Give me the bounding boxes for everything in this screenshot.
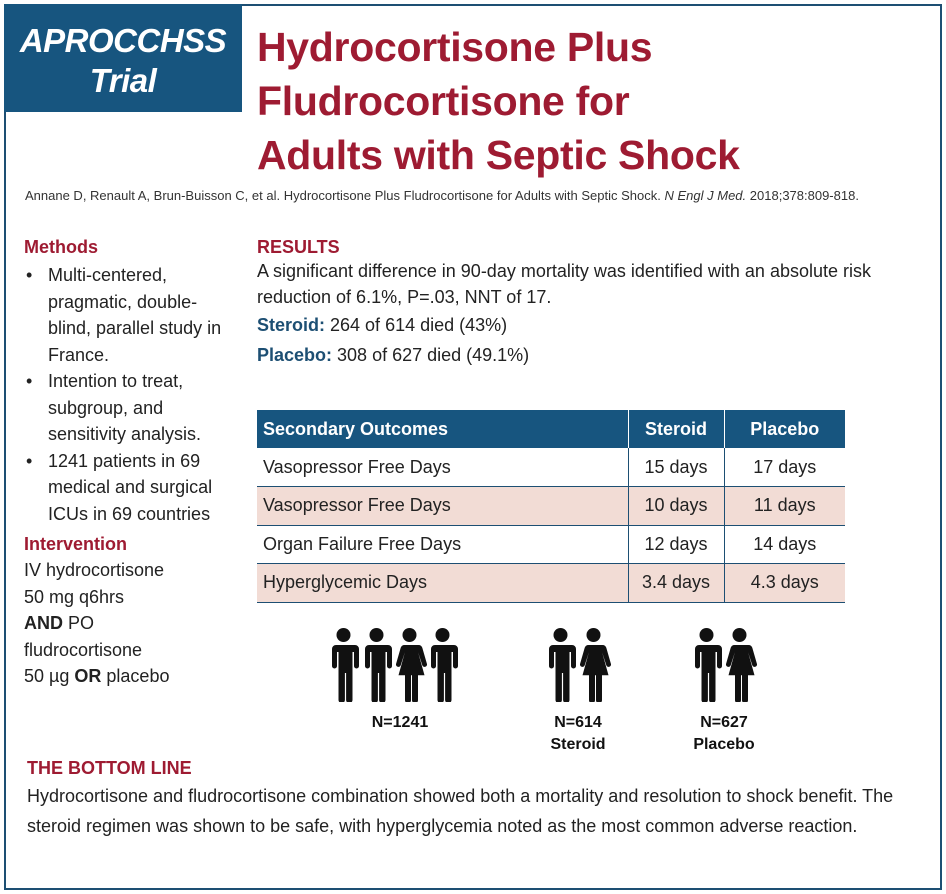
table-cell: Vasopressor Free Days [257, 487, 628, 526]
bullet-icon: • [26, 371, 33, 391]
results-summary: A significant difference in 90-day mortality was identified with an absolute risk reduction of 6.1%, P=.03, NNT of 17. [257, 261, 871, 307]
bullet-icon: • [26, 450, 33, 471]
people-group-steroid [543, 627, 609, 702]
people-group-placebo [689, 627, 755, 702]
column-header: Secondary Outcomes [257, 410, 628, 448]
placebo-result: Placebo: 308 of 627 died (49.1%) [257, 345, 530, 365]
male-icon [543, 627, 578, 702]
trial-badge [4, 4, 242, 112]
methods-item: • Multi-centered, pragmatic, double-blind, parallel study in France. [24, 262, 239, 368]
title-line-2: Fludrocortisone for [257, 78, 630, 124]
male-icon [359, 627, 394, 702]
table-cell: 15 days [628, 448, 724, 487]
table-cell: 10 days [628, 487, 724, 526]
page-title [257, 20, 937, 182]
citation-reference: 2018;378:809-818. [749, 188, 859, 203]
badge-trial-word: Trial [89, 62, 157, 99]
methods-heading: Methods [24, 237, 98, 257]
results-section [257, 236, 877, 370]
male-icon [425, 627, 460, 702]
table-cell: Organ Failure Free Days [257, 525, 628, 564]
left-column [24, 236, 239, 690]
secondary-outcomes-table [257, 410, 845, 603]
table-header-row [257, 410, 845, 448]
group-label-placebo: N=627 Placebo [693, 714, 755, 753]
male-icon [326, 627, 361, 702]
table-row [257, 448, 845, 487]
title-line-1: Hydrocortisone Plus [257, 24, 653, 70]
column-header: Steroid [628, 410, 724, 448]
methods-item: • Intention to treat, subgroup, and sensitivity analysis. [24, 368, 239, 448]
table-row [257, 487, 845, 526]
people-group-total [326, 627, 458, 702]
table-cell: Vasopressor Free Days [257, 448, 628, 487]
table-cell: 4.3 days [724, 564, 845, 603]
citation [25, 188, 940, 203]
intervention-text: IV hydrocortisone 50 mg q6hrs AND PO fludrocortisone 50 µg OR placebo [24, 560, 170, 686]
table-cell: 14 days [724, 525, 845, 564]
table-cell: 17 days [724, 448, 845, 487]
table-cell: 11 days [724, 487, 845, 526]
male-icon [689, 627, 724, 702]
citation-authors: Annane D, Renault A, Brun-Buisson C, et al. Hydrocortisone Plus Fludrocortisone for Adults with Septic Shock. [25, 188, 661, 203]
female-icon [576, 627, 611, 702]
methods-list [24, 262, 239, 527]
badge-trial-name: APROCCHSS [19, 22, 227, 59]
column-header: Placebo [724, 410, 845, 448]
group-label-steroid: N=614 Steroid [550, 714, 606, 753]
bottom-line-text: Hydrocortisone and fludrocortisone combination showed both a mortality and resolution to shock benefit. The steroid regimen was shown to be safe, with hyperglycemia noted as the most common adverse reaction. [27, 786, 894, 836]
table-cell: Hyperglycemic Days [257, 564, 628, 603]
title-line-3: Adults with Septic Shock [257, 132, 740, 178]
intervention-section [24, 533, 239, 690]
female-icon [392, 627, 427, 702]
table-cell: 12 days [628, 525, 724, 564]
table-row [257, 564, 845, 603]
bottom-line-section [27, 757, 927, 841]
citation-journal: N Engl J Med. [664, 188, 747, 203]
intervention-heading: Intervention [24, 534, 128, 554]
bullet-icon: • [26, 265, 33, 285]
female-icon [722, 627, 757, 702]
methods-item: • 1241 patients in 69 medical and surgical ICUs in 69 countries [24, 448, 239, 528]
table-cell: 3.4 days [628, 564, 724, 603]
bottom-line-heading: THE BOTTOM LINE [27, 758, 192, 778]
results-heading: RESULTS [257, 237, 340, 257]
table-row [257, 525, 845, 564]
group-label-total: N=1241 [371, 714, 429, 731]
steroid-result: Steroid: 264 of 614 died (43%) [257, 315, 508, 335]
